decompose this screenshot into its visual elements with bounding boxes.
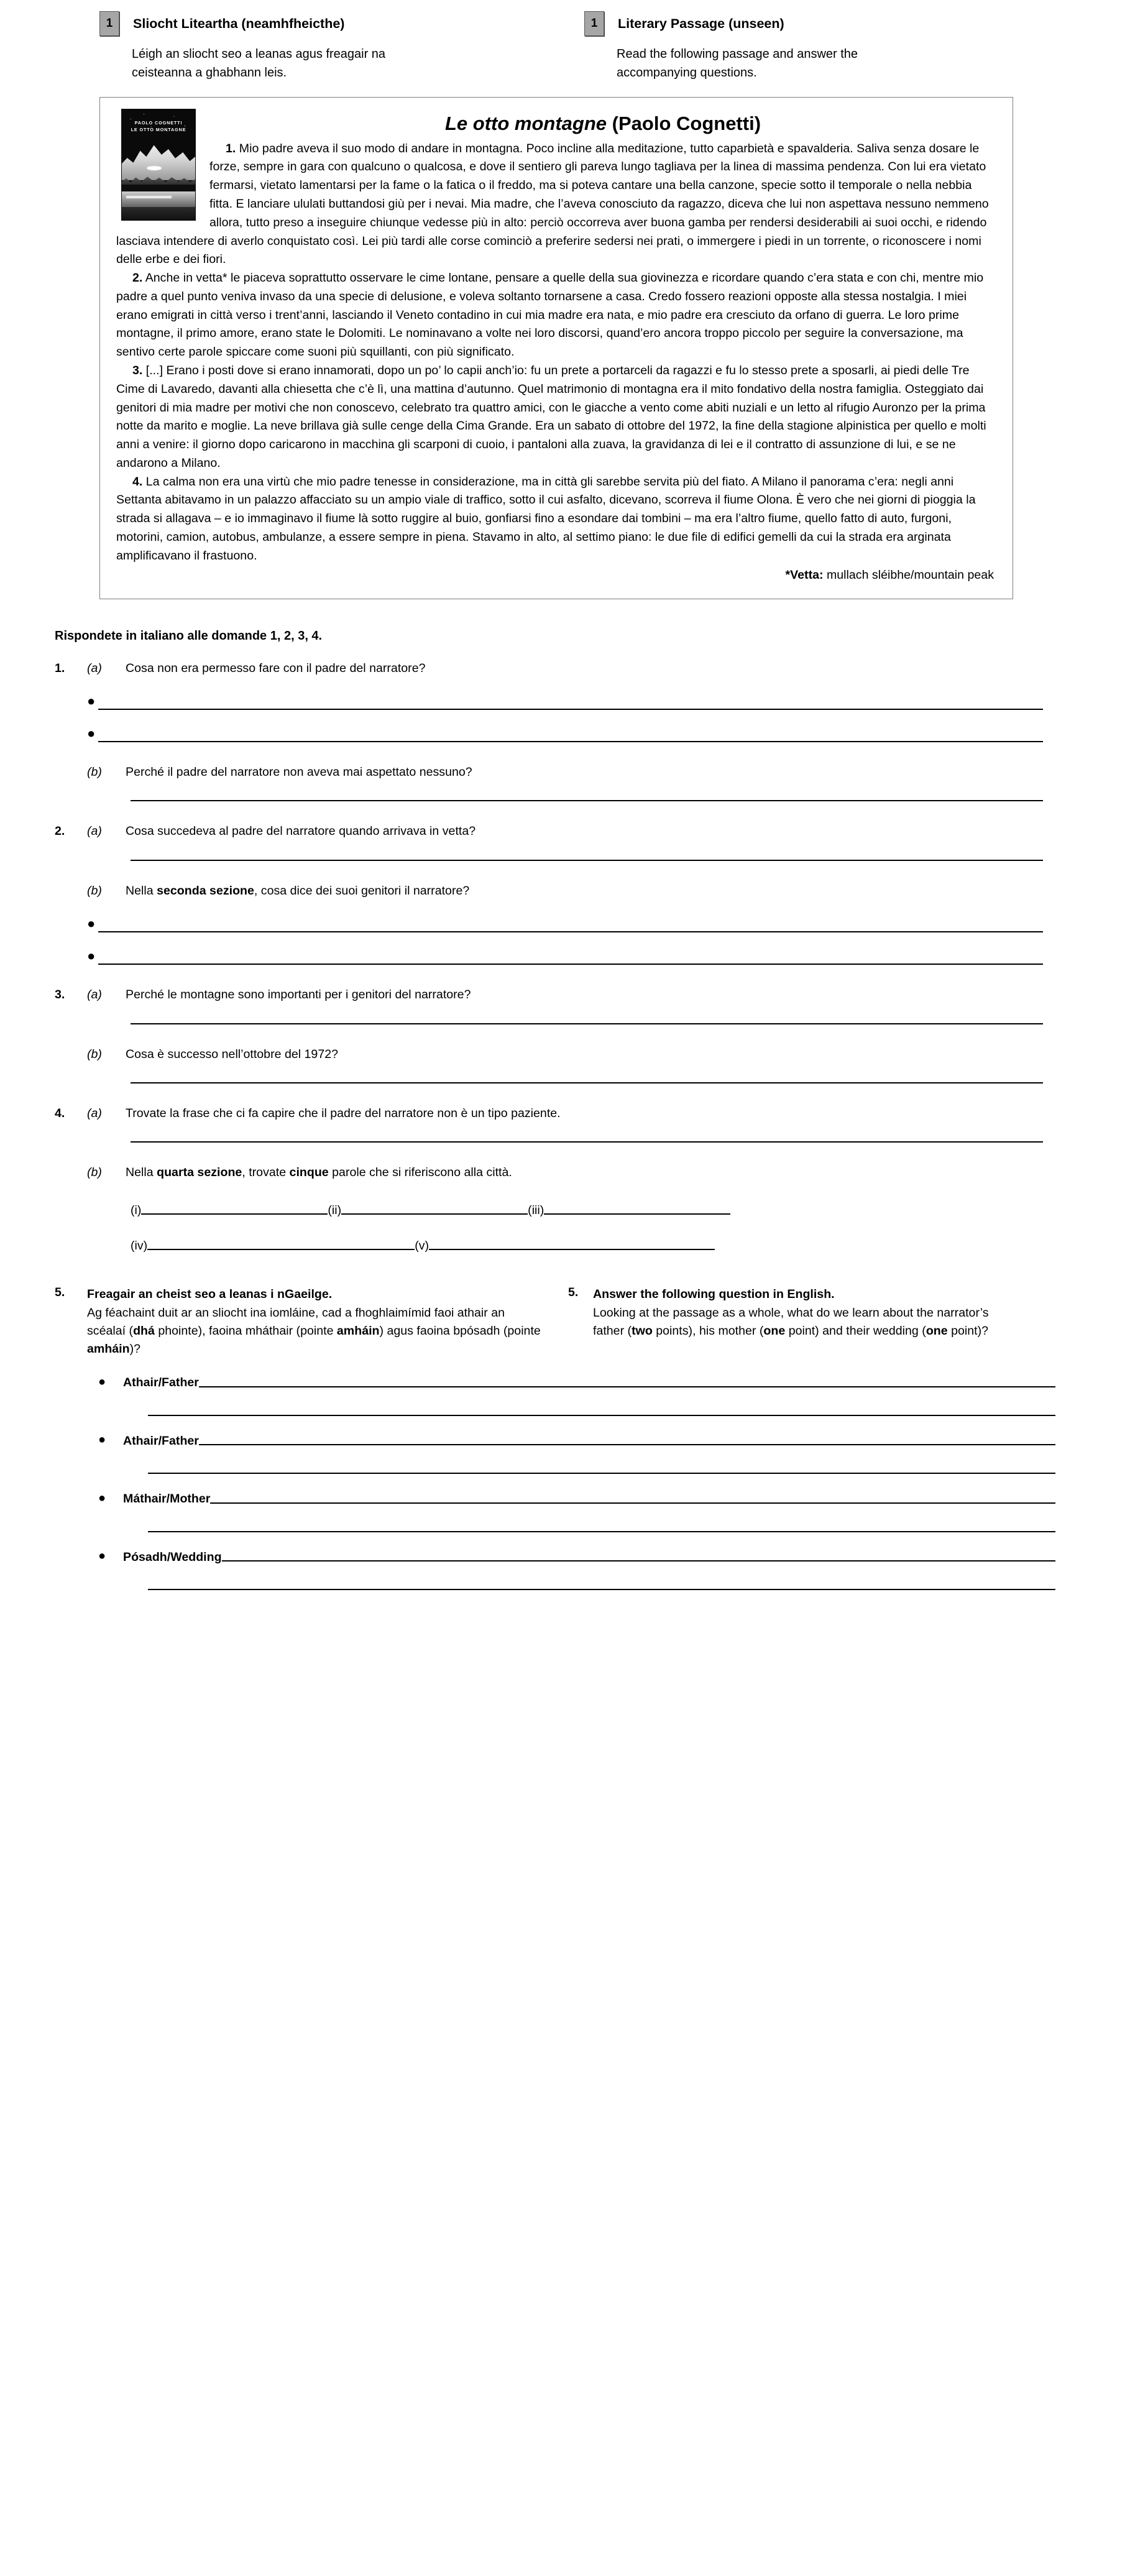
question-1b-text: Perché il padre del narratore non aveva mai aspettato nessuno? (126, 765, 472, 779)
spacer (55, 861, 1043, 882)
q5-answer-item-father-2 (55, 1435, 1055, 1474)
cover-text-block (122, 119, 195, 133)
q5-en-part1: Looking at the passage as a whole, what do we learn about the narrator’s father ( (593, 1306, 989, 1338)
question-4a-row (55, 1105, 1043, 1123)
question-4b-row (55, 1164, 1043, 1182)
question5-column-irish (55, 1286, 568, 1358)
footnote-term: *Vetta: (785, 568, 824, 582)
spacer (55, 742, 1043, 763)
q5-answer-label-father-1: Athair/Father (123, 1376, 199, 1390)
question5-number-english: 5. (568, 1285, 579, 1299)
book-cover-image (121, 109, 196, 221)
q2b-post: , cosa dice dei suoi genitori il narratore? (254, 883, 470, 898)
spacer (55, 965, 1043, 986)
question-1b-label: (b) (87, 765, 102, 779)
header-column-english (584, 11, 1130, 82)
question-block-1 (55, 660, 1043, 802)
answer-rule[interactable] (148, 1473, 1055, 1474)
question5-prompt-irish (87, 1304, 541, 1358)
question-number-2: 2. (55, 824, 65, 839)
q5-answer-label-mother: Máthair/Mother (123, 1492, 211, 1506)
paragraph-number-1: 1. (226, 141, 236, 155)
q4b-post: parole che si riferiscono alla città. (328, 1166, 512, 1180)
answer-rule[interactable] (98, 931, 1043, 932)
q5-answer-first-line-wedding[interactable] (55, 1551, 1055, 1565)
header-title-row-english (584, 11, 1130, 36)
answer-line-1a-1[interactable] (55, 693, 1043, 710)
bullet-icon: ● (87, 916, 96, 932)
answer-rule-i[interactable] (141, 1213, 328, 1215)
paragraph-text-1: Mio padre aveva il suo modo di andare in montagna. Poco incline alla meditazione, tutto caparbietà e spavalderia. Saliva senza dosare le forze, sempre in gara con qualcuno o qualcosa, e dove il sentiero gli pareva lungo tagliava per la linea di massima pendenza. Con lui era vietato fermarsi, vietato lamentarsi per la fame o la fatica o il freddo, ma si poteva cantare una bella canzone, specie sotto il temporale o nella nebbia fitta. E lanciare ululati buttandosi giù per i nevai. Mia madre, che l’aveva conosciuto da ragazzo, diceva che lui non aspettava nessuno nemmeno allora, tutto preso a inseguire chiunque vedesse più in alto: perciò occorreva aver buona gamba per rendersi desiderabili ai suoi occhi, e ridendo lasciava intendere di averlo conquistato così. Lei più tardi alle corse cominciò a preferire sedersi nei prati, o immergere i piedi in un torrente, o riconoscere i nomi delle erbe e dei fiori. (116, 141, 989, 267)
cover-lake-highlight (126, 196, 172, 198)
question5-prompt-english (593, 1304, 1003, 1340)
answer-rule[interactable] (148, 1531, 1055, 1532)
roman-label-iv: (iv) (131, 1238, 148, 1253)
q5-answer-item-mother (55, 1493, 1055, 1532)
answer-rule[interactable] (199, 1444, 1055, 1445)
q5-ga-bold3: amháin (87, 1341, 130, 1356)
question5-section (0, 1286, 1130, 1358)
bullet-icon: ● (98, 1491, 106, 1505)
answer-rule[interactable] (98, 964, 1043, 965)
question5-irish-row (55, 1286, 541, 1358)
question-4a-text: Trovate la frase che ci fa capire che il padre del narratore non è un tipo paziente. (126, 1106, 561, 1120)
q5-en-part4: point)? (947, 1323, 989, 1338)
question-2b-text (126, 882, 1043, 900)
question5-body-english (593, 1286, 1003, 1340)
questions-section (0, 629, 1130, 1253)
q5-answer-first-line-father-2[interactable] (55, 1435, 1055, 1448)
answer-line-2b-2[interactable] (55, 948, 1043, 965)
question-3b-row (55, 1046, 1043, 1064)
question-2a-text: Cosa succedeva al padre del narratore quando arrivava in vetta? (126, 824, 476, 839)
q5-en-part3: point) and their wedding ( (785, 1323, 926, 1338)
q5-en-bold1: two (632, 1323, 653, 1338)
q4b-mid: , trovate (242, 1166, 290, 1180)
bullet-icon: ● (98, 1549, 106, 1563)
passage-title-author: (Paolo Cognetti) (612, 113, 761, 134)
question5-answers (0, 1376, 1130, 1590)
answer-rule-ii[interactable] (341, 1213, 528, 1215)
q5-ga-part1: Ag féachaint duit ar an sliocht ina iomláine, cad a fhoghlaimímid faoi athair an scéalaí ( (87, 1306, 505, 1338)
q5-answer-label-wedding: Pósadh/Wedding (123, 1550, 222, 1564)
question5-english-row (568, 1286, 1003, 1340)
question5-number-irish: 5. (55, 1285, 65, 1299)
paragraph-text-2: Anche in vetta* le piaceva soprattutto osservare le cime lontane, pensare a quelle della sua giovinezza e ricordare quando c’era stata e con chi, mentre mio padre a quel punto veniva invaso da una specie di delusione, e voleva soltanto tornarsene a casa. Credo fossero reazioni opposte alla stessa nostalgia. I miei erano emigrati in città verso i trent’anni, lasciando il Veneto contadino in cui mia madre era nata, e mio padre era cresciuto da orfano di guerra. Le loro prime montagne, il primo amore, erano state le Dolomiti. Le nominavano a volte nei loro discorsi, quand’ero ancora troppo piccolo per seguire la conversazione, ma sentivo certe parole spiccare come suoni più squillanti, con più significato. (116, 271, 984, 359)
q5-answer-second-line-mother[interactable] (55, 1531, 1055, 1532)
passage-title-work: Le otto montagne (444, 113, 607, 134)
page-header (0, 0, 1130, 82)
q5-en-bold2: one (763, 1323, 786, 1338)
section-number-badge-irish: 1 (99, 11, 119, 36)
passage-box (99, 97, 1013, 599)
q5-ga-part3: ) agus faoina bpósadh (pointe (379, 1323, 541, 1338)
section-instruction-irish: Léigh an sliocht seo a leanas agus freagair na ceisteanna a ghabhann leis. (132, 47, 386, 80)
paragraph-text-3: [...] Erano i posti dove si erano innamorati, dopo un po’ lo capii anch’io: fu un prete a portarceli da ragazzi e fu lo stesso prete a sposarli, ai piedi delle Tre Cime di Lavaredo, davanti alla chiesetta che c’è lì, una mattina d’autunno. Quel matrimonio di montagna era il mito fondativo della nostra famiglia. Osteggiato dai genitori di mia madre per motivi che non conoscevo, celebrato tra quattro amici, con le giacche a vento come abiti nuziali e un letto al rifugio Auronzo per la prima notte da marito e moglie. La neve brillava già sulle cenge della Cima Grande. Era un sabato di ottobre del 1972, la fine della stagione alpinistica per quello e molti anni a venire: il giorno dopo caricarono in macchina gli scarponi di cuoio, i pantaloni alla zuava, la gravidanza di lei e il contratto di assunzione di lui, e se ne andarono a Milano. (116, 364, 986, 470)
question-3a-text: Perché le montagne sono importanti per i genitori del narratore? (126, 988, 471, 1002)
answer-rule[interactable] (98, 709, 1043, 710)
paragraph-number-3: 3. (132, 364, 143, 378)
question-1a-text: Cosa non era permesso fare con il padre del narratore? (126, 661, 426, 675)
question5-title-irish: Freagair an cheist seo a leanas i nGaeilge. (87, 1287, 333, 1301)
q5-answer-second-line-father-2[interactable] (55, 1473, 1055, 1474)
question5-body-irish (87, 1286, 541, 1358)
question-number-1: 1. (55, 661, 65, 675)
q5-answer-second-line-father-1[interactable] (55, 1415, 1055, 1416)
q5-ga-bold2: amháin (336, 1323, 380, 1338)
question-3b-text: Cosa è successo nell’ottobre del 1972? (126, 1047, 339, 1061)
question-1b-row (55, 763, 1043, 781)
question-block-4 (55, 1105, 1043, 1253)
question-2b-label: (b) (87, 883, 102, 898)
header-title-row-irish (99, 11, 584, 36)
passage-footnote (116, 568, 996, 582)
roman-label-iii: (iii) (528, 1203, 544, 1217)
answer-rule[interactable] (222, 1560, 1055, 1562)
spacer (55, 1083, 1043, 1105)
question-number-3: 3. (55, 988, 65, 1002)
questions-heading: Rispondete in italiano alle domande 1, 2, 3, 4. (55, 628, 323, 643)
q5-ga-part4: )? (129, 1341, 141, 1356)
section-instruction-english: Read the following passage and answer the accompanying questions. (617, 47, 858, 80)
answer-rule[interactable] (148, 1589, 1055, 1590)
passage-paragraph-1 (116, 140, 996, 269)
bullet-icon: ● (87, 948, 96, 964)
question-3b-label: (b) (87, 1047, 102, 1061)
cover-author-line: PAOLO COGNETTI (134, 120, 183, 126)
passage-body (116, 140, 996, 566)
question-2a-row (55, 822, 1043, 840)
passage-title (116, 113, 996, 135)
answer-rule-iv[interactable] (147, 1249, 415, 1250)
header-column-irish (0, 11, 584, 82)
roman-label-v: (v) (415, 1238, 429, 1253)
question-1a-row (55, 660, 1043, 678)
q2b-emphasis: seconda sezione (157, 883, 254, 898)
answer-rule-iii[interactable] (544, 1213, 730, 1215)
q5-answer-second-line-wedding[interactable] (55, 1589, 1055, 1590)
answer-roman-row-1 (55, 1203, 1043, 1218)
bullet-icon: ● (87, 693, 96, 709)
answer-rule-v[interactable] (429, 1249, 715, 1250)
question-3a-label: (a) (87, 988, 102, 1002)
cover-snow-patch (147, 166, 162, 170)
question-4a-label: (a) (87, 1106, 102, 1120)
q5-ga-part2: phointe), faoina mháthair (pointe (154, 1323, 337, 1338)
answer-roman-row-2 (55, 1239, 1043, 1253)
q5-answer-first-line-father-1[interactable] (55, 1376, 1055, 1390)
question-4b-label: (b) (87, 1166, 102, 1180)
q5-answer-item-father-1 (55, 1376, 1055, 1416)
answer-rule[interactable] (199, 1386, 1055, 1387)
question-2a-label: (a) (87, 824, 102, 839)
question-1a-label: (a) (87, 661, 102, 675)
q5-en-bold3: one (926, 1323, 948, 1338)
footnote-gloss: mullach sléibhe/mountain peak (823, 568, 994, 582)
q5-answer-label-father-2: Athair/Father (123, 1433, 199, 1448)
answer-line-1a-2[interactable] (55, 725, 1043, 742)
answer-rule[interactable] (210, 1502, 1055, 1504)
spacer (55, 1024, 1043, 1046)
paragraph-number-4: 4. (132, 474, 143, 489)
section-number-badge-english: 1 (584, 11, 604, 36)
question-2b-row (55, 882, 1043, 900)
cover-foreground (122, 207, 195, 220)
bullet-icon: ● (98, 1433, 106, 1447)
passage-paragraph-2 (116, 269, 996, 362)
answer-rule[interactable] (98, 741, 1043, 742)
q5-answer-item-wedding (55, 1551, 1055, 1591)
roman-label-i: (i) (131, 1203, 142, 1217)
question5-title-english: Answer the following question in English. (593, 1287, 835, 1301)
passage-paragraph-3 (116, 362, 996, 473)
spacer (55, 1143, 1043, 1164)
q4b-emphasis-section: quarta sezione (157, 1166, 242, 1180)
question-block-2 (55, 822, 1043, 965)
bullet-icon: ● (98, 1374, 106, 1389)
section-title-english: Literary Passage (unseen) (618, 16, 784, 31)
roman-label-ii: (ii) (328, 1203, 342, 1217)
q4b-emphasis-count: cinque (289, 1166, 329, 1180)
q5-en-part2: points), his mother ( (652, 1323, 764, 1338)
cover-title-line: LE OTTO MONTAGNE (131, 127, 186, 133)
paragraph-text-4: La calma non era una virtù che mio padre tenesse in considerazione, ma in città gli sarebbe servita più del fiato. A Milano il panorama c’era: negli anni Settanta abitavamo in un palazzo affacciato su un ampio viale di traffico, sotto il cui asfalto, dicevano, scorreva il fiume Olona. È vero che nei giorni di pioggia la strada si allagava – e io immaginavo il fiume là sotto ruggire al buio, gonfiarsi fino a esondare dai tombini – ma era l’altro fiume, quello fatto di auto, furgoni, motorini, camion, autobus, ambulanze, a essere sempre in piena. Stavamo in alto, al settimo piano: le due file di edifici gemelli da cui la strada era arginata amplificavano il frastuono. (116, 474, 976, 563)
q4b-pre: Nella (126, 1166, 157, 1180)
section-title-irish: Sliocht Liteartha (neamhfheicthe) (133, 16, 345, 31)
answer-line-2b-1[interactable] (55, 916, 1043, 932)
passage-paragraph-4 (116, 473, 996, 566)
paragraph-number-2: 2. (132, 271, 143, 285)
q5-ga-bold1: dhá (133, 1323, 155, 1338)
q5-answer-first-line-mother[interactable] (55, 1493, 1055, 1506)
question-block-3 (55, 986, 1043, 1083)
spacer (55, 801, 1043, 822)
answer-rule[interactable] (148, 1415, 1055, 1416)
question-4b-text (126, 1164, 1043, 1182)
question-3a-row (55, 986, 1043, 1004)
question5-column-english (568, 1286, 1003, 1358)
bullet-icon: ● (87, 725, 96, 741)
question-number-4: 4. (55, 1106, 65, 1120)
q2b-pre: Nella (126, 883, 157, 898)
